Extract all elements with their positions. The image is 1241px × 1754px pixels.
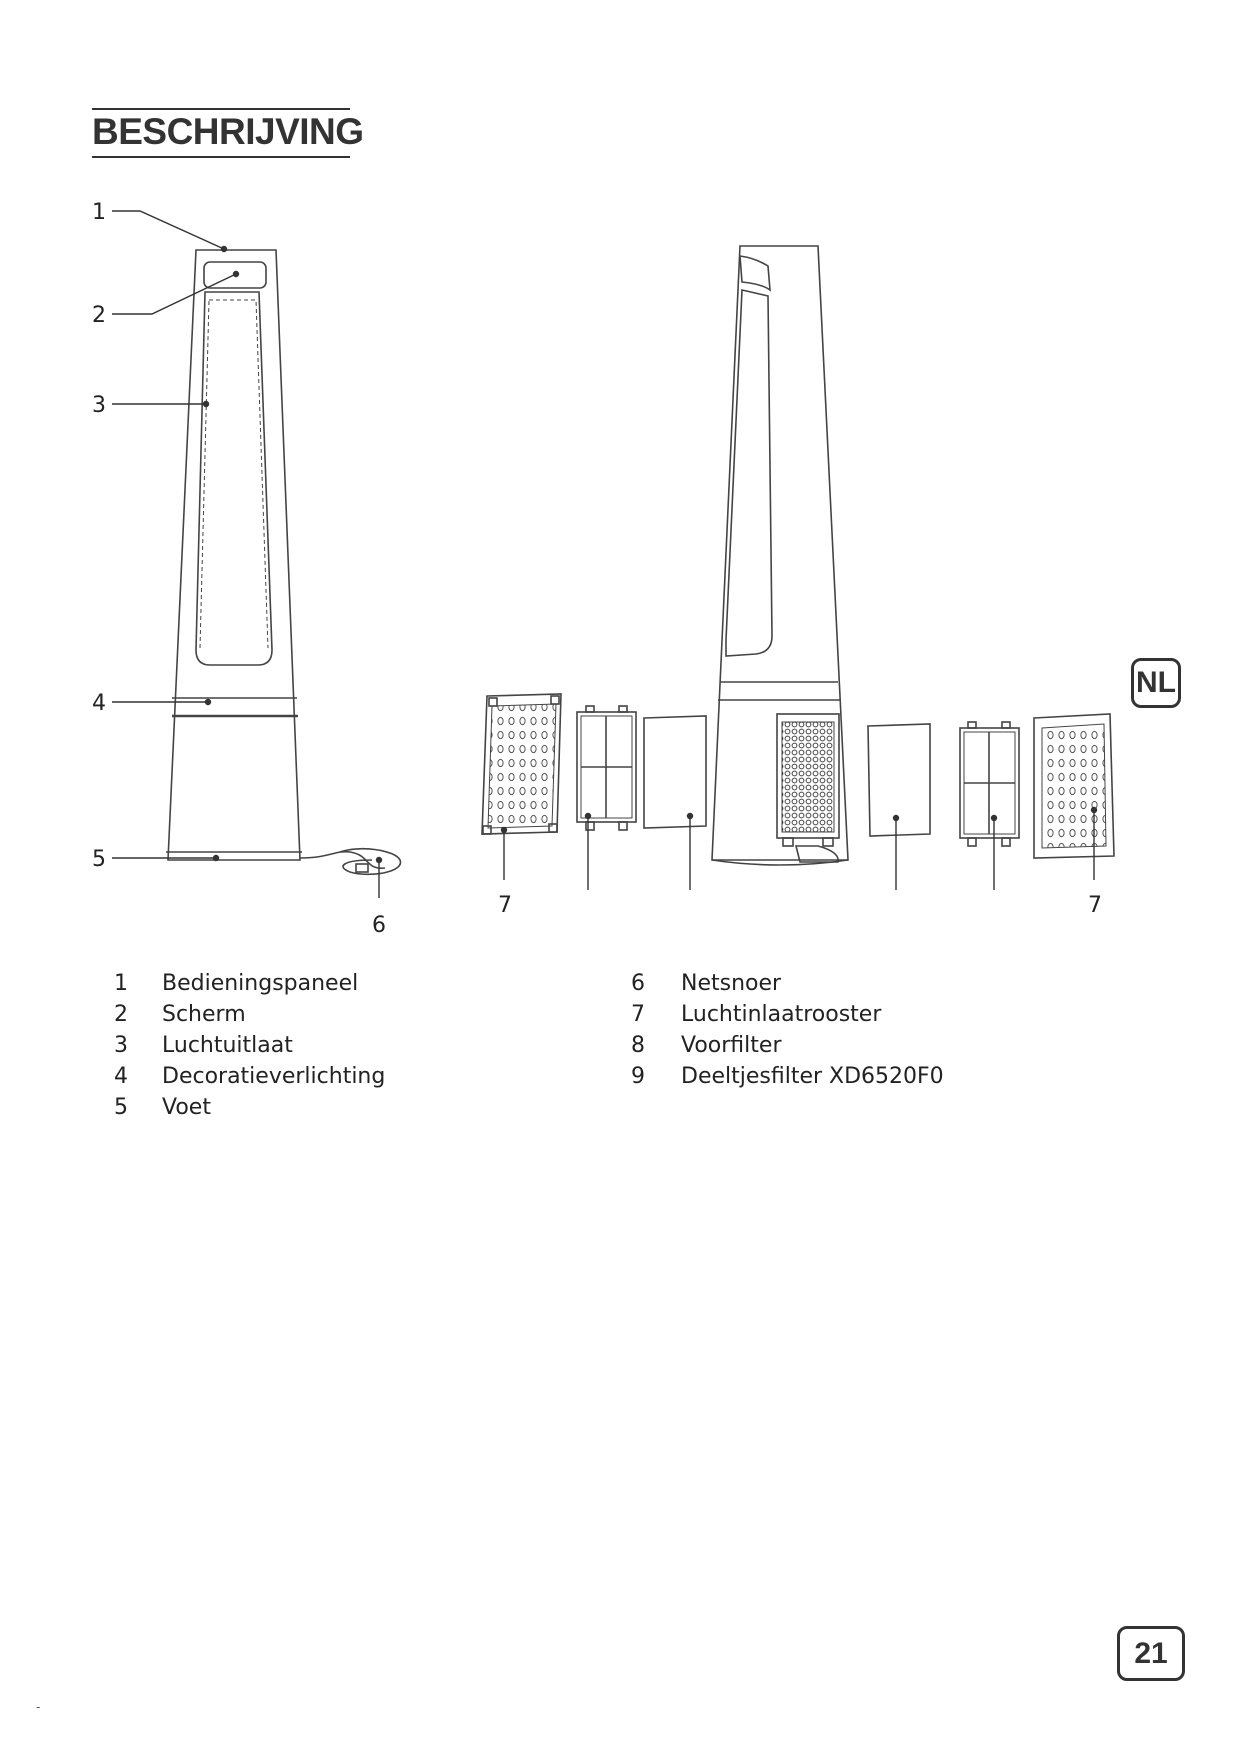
tower-front-body: [168, 250, 300, 860]
legend-number: 1: [114, 971, 128, 996]
legend-item: [114, 968, 534, 999]
legend-item: [114, 1030, 534, 1061]
page-title: BESCHRIJVING: [92, 111, 364, 152]
legend-item: [114, 999, 534, 1030]
legend-right-column: [631, 968, 1111, 1092]
legend-label: Luchtuitlaat: [162, 1033, 293, 1058]
footer-mark: -: [36, 1700, 41, 1714]
callout-7-left: 7: [498, 893, 512, 918]
language-badge: NL: [1131, 658, 1181, 708]
legend-label: Voet: [162, 1095, 211, 1120]
callout-1: 1: [92, 200, 106, 225]
legend-label: Deeltjesfilter XD6520F0: [681, 1064, 944, 1089]
pre-filter-right: [868, 724, 930, 836]
legend-number: 8: [631, 1033, 645, 1058]
legend-item: [631, 1061, 1111, 1092]
callout-4: 4: [92, 691, 106, 716]
legend-label: Bedieningspaneel: [162, 971, 359, 996]
legend-number: 5: [114, 1095, 128, 1120]
legend-label: Decoratieverlichting: [162, 1064, 386, 1089]
legend-number: 2: [114, 1002, 128, 1027]
legend-number: 4: [114, 1064, 128, 1089]
legend-item: [114, 1092, 534, 1123]
rear-outlet-slot: [726, 290, 772, 656]
filter-parts-left: [482, 694, 706, 834]
legend-number: 6: [631, 971, 645, 996]
callout-7-right: 7: [1088, 893, 1102, 918]
callout-leaders-left: [112, 211, 382, 898]
legend-label: Luchtinlaatrooster: [681, 1002, 882, 1027]
tower-front-view: [166, 250, 400, 874]
legend-item: [631, 1030, 1111, 1061]
legend-number: 3: [114, 1033, 128, 1058]
callout-3: 3: [92, 393, 106, 418]
callout-2: 2: [92, 303, 106, 328]
callout-6: 6: [372, 913, 386, 938]
legend-left-column: [114, 968, 534, 1123]
callout-5: 5: [92, 847, 106, 872]
tower-rear-view: [712, 246, 848, 865]
legend-number: 9: [631, 1064, 645, 1089]
legend-item: [631, 968, 1111, 999]
legend-item: [114, 1061, 534, 1092]
legend-label: Voorfilter: [681, 1033, 782, 1058]
legend-number: 7: [631, 1002, 645, 1027]
legend-label: Netsnoer: [681, 971, 782, 996]
power-plug: [356, 864, 368, 872]
air-outlet-slot: [196, 292, 272, 665]
legend-label: Scherm: [162, 1002, 246, 1027]
legend-item: [631, 999, 1111, 1030]
filter-parts-right: [868, 714, 1114, 858]
pre-filter-left: [644, 716, 706, 828]
page-number: 21: [1117, 1626, 1185, 1681]
